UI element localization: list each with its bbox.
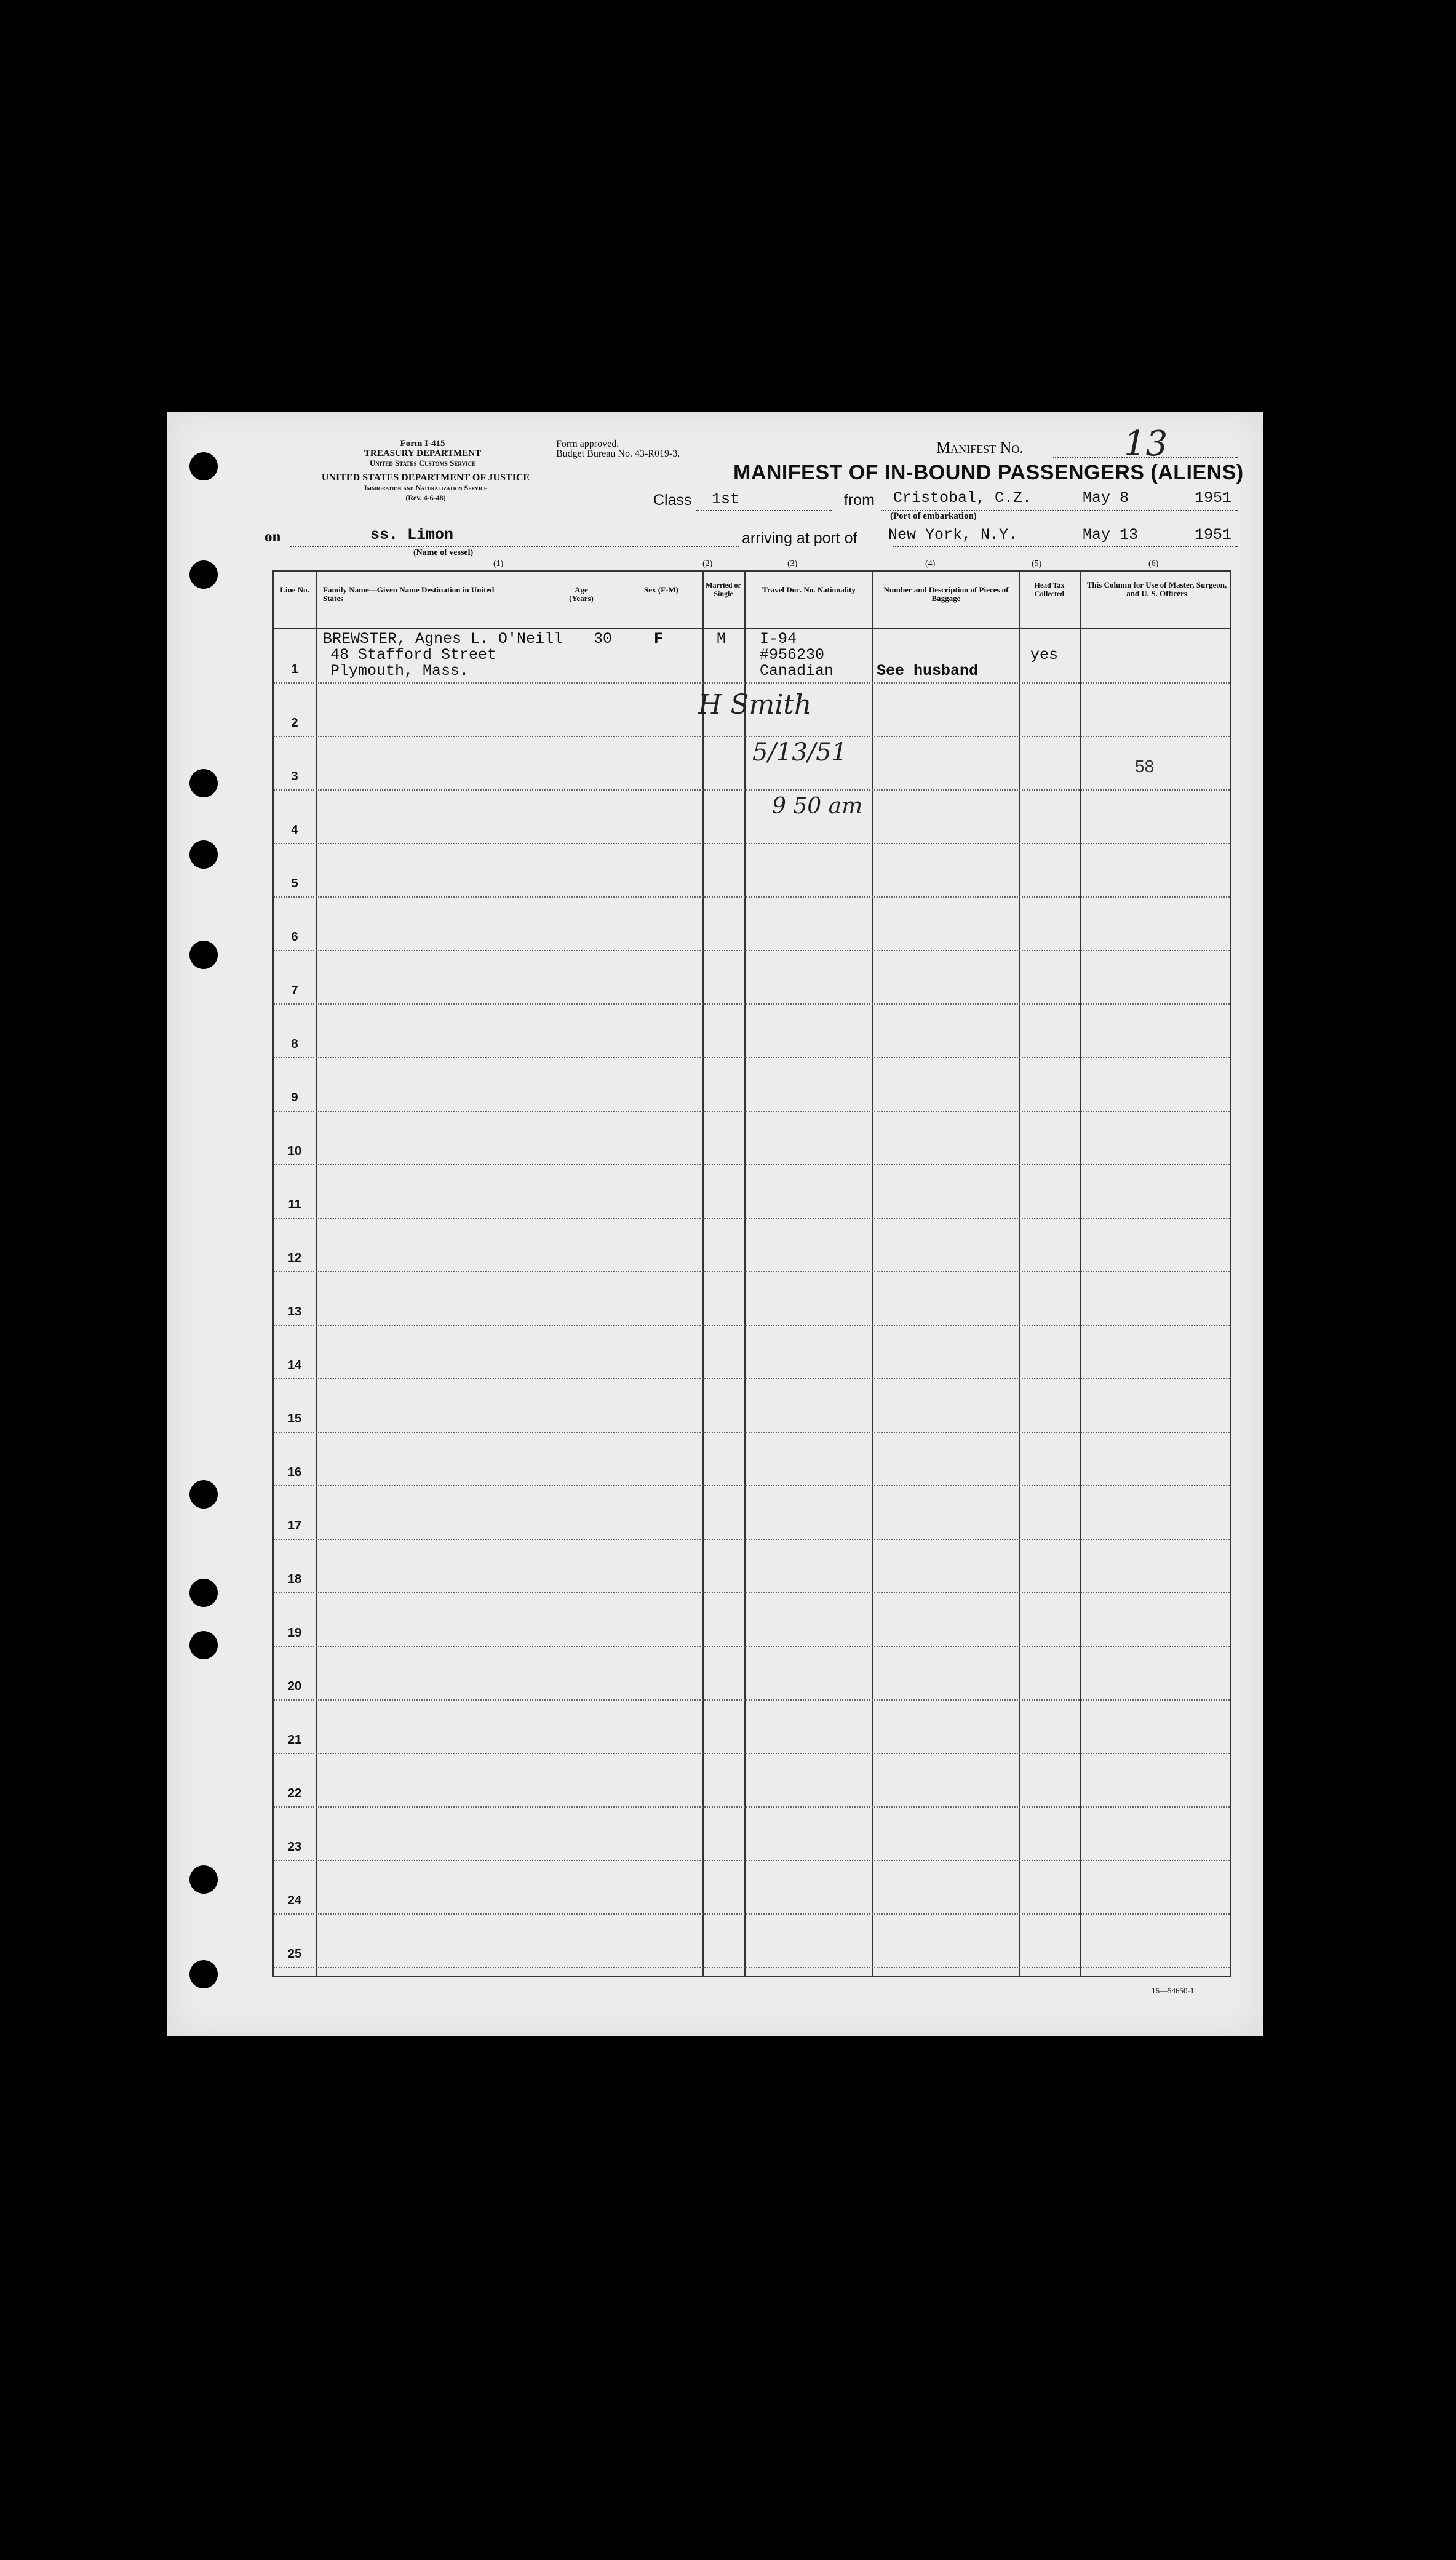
punch-hole	[189, 769, 218, 797]
from-label: from	[844, 492, 875, 509]
manifest-page	[167, 412, 1263, 2036]
punch-hole	[189, 941, 218, 969]
punch-hole	[189, 1960, 218, 1988]
arrival-underline	[893, 546, 1238, 547]
table-row	[274, 1539, 1230, 1540]
col-num-5: (5)	[1032, 559, 1042, 568]
line-number: 1	[291, 663, 298, 676]
passenger-nationality: Canadian	[760, 662, 834, 680]
header-head-tax: Head Tax Collected	[1034, 581, 1065, 598]
col-divider	[744, 572, 746, 1976]
line-number: 23	[287, 1840, 302, 1854]
table-row	[274, 1485, 1230, 1486]
table-row	[274, 1057, 1230, 1058]
header-name: Family Name—Given Name Destination in United States	[323, 585, 495, 603]
form-approved: Form approved.	[556, 439, 619, 449]
line-number: 11	[288, 1198, 301, 1211]
line-number: 21	[287, 1733, 302, 1747]
col-divider	[1080, 572, 1081, 1976]
header-officials: This Column for Use of Master, Surgeon, and U. S. Officers	[1086, 580, 1227, 598]
arrival-date: May 13	[1083, 526, 1139, 544]
table-row	[274, 1218, 1230, 1219]
header-sex: Sex (F-M)	[644, 585, 678, 594]
passenger-address-2: Plymouth, Mass.	[330, 662, 469, 680]
form-number: Form I-415	[400, 439, 445, 449]
passenger-age: 30	[594, 630, 613, 648]
table-row	[274, 1111, 1230, 1112]
header-line-no: Line No.	[280, 585, 309, 594]
passenger-table	[272, 570, 1231, 1977]
date-stamp: 5/13/51	[752, 738, 848, 767]
table-row	[274, 682, 1230, 684]
header-age: Age (Years)	[569, 585, 594, 603]
passenger-doc-1: I-94	[760, 630, 797, 648]
col-divider	[1019, 572, 1020, 1976]
vessel-value: ss. Limon	[370, 526, 454, 544]
header-travel-doc: Travel Doc. No. Nationality	[762, 585, 856, 594]
col-num-2: (2)	[702, 559, 713, 568]
table-row	[274, 1806, 1230, 1808]
line-number: 10	[287, 1144, 302, 1158]
passenger-head-tax: yes	[1030, 646, 1059, 664]
col-divider	[316, 572, 317, 1976]
on-label: on	[265, 528, 281, 545]
depart-date: May 8	[1083, 489, 1129, 507]
arrival-time: 9 50 am	[772, 794, 863, 819]
line-number: 18	[287, 1573, 302, 1586]
line-number: 20	[287, 1680, 302, 1693]
line-number: 22	[287, 1787, 302, 1800]
line-number: 6	[291, 930, 298, 944]
revision: (Rev. 4-6-48)	[405, 493, 446, 502]
line-number: 14	[287, 1358, 302, 1372]
treasury-department: TREASURY DEPARTMENT	[364, 449, 482, 458]
passenger-baggage: See husband	[877, 662, 979, 680]
line-number: 9	[291, 1091, 298, 1104]
arrival-year: 1951	[1195, 526, 1232, 544]
header-baggage: Number and Description of Pieces of Baggage	[883, 585, 1009, 603]
inspector-signature: H Smith	[698, 689, 812, 720]
table-row	[274, 1432, 1230, 1433]
passenger-address-1: 48 Stafford Street	[330, 646, 497, 664]
line-number: 4	[291, 823, 298, 837]
vessel-underline	[290, 546, 739, 547]
col-num-1: (1)	[493, 559, 504, 568]
line-number: 12	[287, 1251, 302, 1265]
table-row	[274, 1164, 1230, 1165]
line-number: 8	[291, 1037, 298, 1051]
table-row	[274, 789, 1230, 791]
col-num-6: (6)	[1148, 559, 1159, 568]
line-number: 5	[291, 877, 298, 890]
passenger-married: M	[717, 630, 726, 648]
col-divider	[702, 572, 704, 1976]
header-rule	[274, 628, 1230, 629]
punch-hole	[189, 840, 218, 869]
table-row	[274, 1753, 1230, 1754]
line-number: 15	[287, 1412, 302, 1426]
manifest-no-value: 13	[1124, 424, 1168, 464]
line-number: 16	[287, 1465, 302, 1479]
line-number: 25	[287, 1947, 302, 1961]
table-row	[274, 1271, 1230, 1272]
passenger-name: BREWSTER, Agnes L. O'Neill	[323, 630, 563, 648]
table-row	[274, 950, 1230, 951]
ins-service: Immigration and Naturalization Service	[364, 484, 488, 492]
footer-code: 16—54650-1	[1152, 1986, 1195, 1995]
table-row	[274, 1003, 1230, 1005]
table-row	[274, 1325, 1230, 1326]
from-value: Cristobal, C.Z.	[893, 489, 1032, 507]
table-row	[274, 843, 1230, 844]
arrival-port: New York, N.Y.	[888, 526, 1018, 544]
line-number: 3	[291, 770, 298, 783]
class-value: 1st	[712, 490, 740, 508]
customs-service: United States Customs Service	[369, 458, 476, 468]
punch-hole	[189, 1579, 218, 1607]
table-row	[274, 1378, 1230, 1379]
table-row	[274, 1967, 1230, 1968]
line-number: 24	[287, 1894, 302, 1907]
passenger-doc-2: #956230	[760, 646, 825, 664]
punch-hole	[189, 560, 218, 589]
punch-hole	[189, 1865, 218, 1894]
vessel-label: (Name of vessel)	[413, 548, 474, 557]
port-embark-label: (Port of embarkation)	[890, 511, 977, 521]
table-row	[274, 1860, 1230, 1861]
justice-department: UNITED STATES DEPARTMENT OF JUSTICE	[321, 473, 530, 483]
line-number: 19	[287, 1626, 302, 1640]
class-label: Class	[653, 492, 692, 509]
arriving-label: arriving at port of	[742, 530, 857, 547]
punch-hole	[189, 1480, 218, 1509]
table-row	[274, 896, 1230, 898]
line-number: 17	[287, 1519, 302, 1533]
table-row	[274, 1699, 1230, 1701]
col-divider	[872, 572, 873, 1976]
table-row	[274, 1646, 1230, 1647]
col-num-4: (4)	[925, 559, 936, 568]
line-number: 7	[291, 984, 298, 997]
punch-hole	[189, 452, 218, 480]
manifest-no-label: Manifest No.	[936, 439, 1024, 457]
header-married: Married or Single	[706, 581, 741, 598]
line-number: 13	[287, 1305, 302, 1318]
punch-hole	[189, 1631, 218, 1659]
officer-number: 58	[1135, 757, 1155, 776]
class-underline	[696, 510, 832, 511]
passenger-sex: F	[654, 630, 664, 648]
depart-year: 1951	[1195, 489, 1232, 507]
table-row	[274, 1592, 1230, 1593]
table-row	[274, 1913, 1230, 1915]
budget-bureau: Budget Bureau No. 43-R019-3.	[556, 449, 680, 459]
col-num-3: (3)	[787, 559, 798, 568]
manifest-title: MANIFEST OF IN-BOUND PASSENGERS (ALIENS)	[733, 461, 1244, 484]
table-row	[274, 736, 1230, 737]
line-number: 2	[291, 716, 298, 730]
